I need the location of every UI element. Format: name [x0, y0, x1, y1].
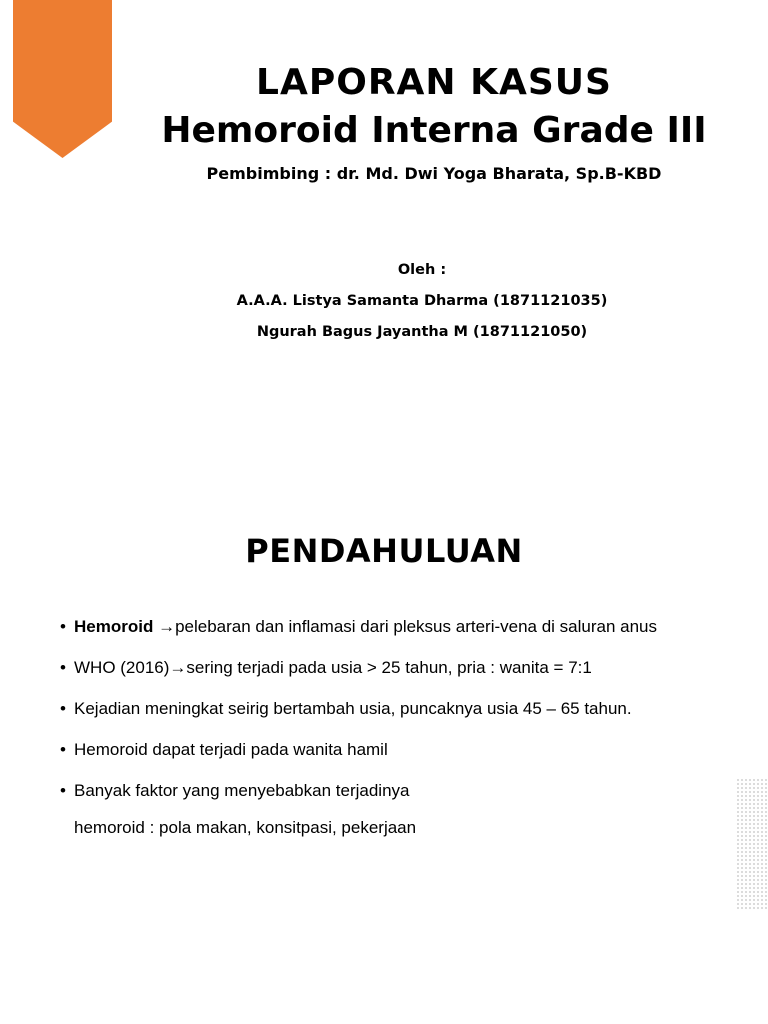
bullet-text: →pelebaran dan inflamasi dari pleksus arteri-vena di saluran anus: [153, 617, 658, 636]
advisor-text: Pembimbing : dr. Md. Dwi Yoga Bharata, Sp.B-KBD: [206, 164, 662, 183]
title-line1-text: LAPORAN KASUS: [256, 62, 612, 103]
title-slide: [0, 0, 768, 500]
authors-block: [0, 258, 768, 351]
bullet-text: Kejadian meningkat seirig bertambah usia, puncaknya usia 45 – 65 tahun.: [74, 699, 632, 718]
slide-title-line2: [0, 110, 768, 151]
bullet-text: Hemoroid dapat terjadi pada wanita hamil: [74, 740, 388, 759]
list-item: [60, 733, 710, 767]
bullet-list: [60, 610, 710, 852]
bullet-dot: •: [60, 740, 66, 759]
intro-slide: [0, 500, 768, 1024]
continuation-text: hemoroid : pola makan, konsitpasi, pekerjaan: [74, 818, 417, 837]
section-title: PENDAHULUAN: [245, 532, 523, 570]
advisor-line: [0, 164, 768, 183]
bullet-dot: •: [60, 617, 66, 636]
list-item-continuation: [60, 811, 710, 845]
author-2: Ngurah Bagus Jayantha M (1871121050): [256, 324, 588, 340]
slide-title-line1: [0, 62, 768, 103]
bullet-text: WHO (2016)→sering terjadi pada usia > 25 tahun, pria : wanita = 7:1: [74, 658, 592, 677]
title-line2-text: Hemoroid Interna Grade III: [161, 110, 707, 151]
author-1: A.A.A. Listya Samanta Dharma (1871121035): [236, 293, 608, 309]
bullet-dot: •: [60, 658, 66, 677]
dot-pattern-decoration: [736, 778, 768, 910]
bullet-bold-term: Hemoroid: [74, 617, 154, 636]
bullet-dot: •: [60, 699, 66, 718]
bullet-dot: •: [60, 781, 66, 800]
list-item: [60, 610, 710, 644]
list-item: [60, 774, 710, 808]
bullet-text: Banyak faktor yang menyebabkan terjadinya: [74, 781, 410, 800]
list-item: [60, 692, 710, 726]
list-item: [60, 651, 710, 685]
by-label: Oleh :: [397, 262, 447, 278]
